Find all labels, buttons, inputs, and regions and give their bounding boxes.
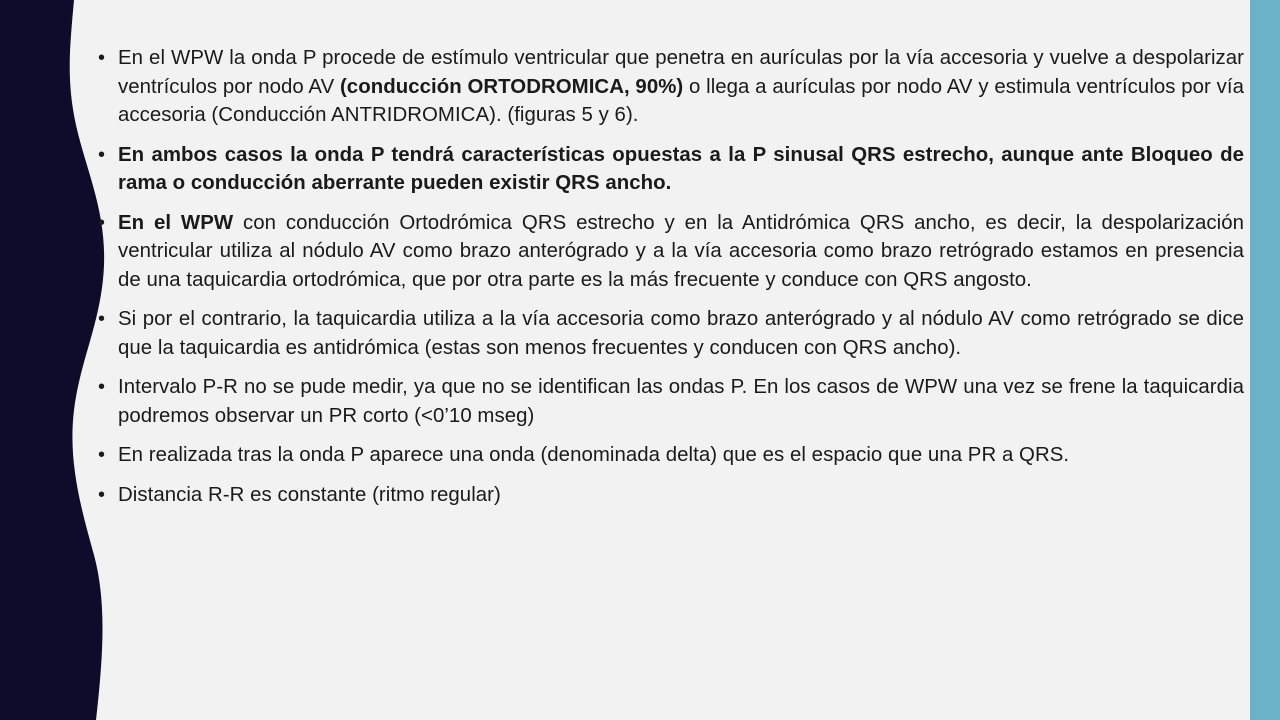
bullet-dot: • [98, 143, 106, 166]
bullet-dot: • [98, 444, 106, 466]
bullet-dot: • [98, 211, 106, 234]
bullet-item [96, 481, 1244, 510]
bullet-dot: • [98, 308, 106, 330]
bullet-text: con conducción Ortodrómica QRS estrecho y en la Antidrómica QRS ancho, es decir, la despolarización ventricular utiliza al nódulo AV como brazo anterógrado y a la vía accesoria como brazo retrógrado estamos en presencia de una taquicardia ortodrómica, que por otra parte es la más frecuente y conduce con QRS angosto. [118, 211, 1244, 291]
bullet-dot: • [98, 47, 106, 69]
bullet-item [96, 44, 1244, 130]
bullet-text: Distancia R-R es constante (ritmo regular) [118, 483, 501, 506]
left-wave-shape [0, 0, 104, 720]
bullet-item [96, 441, 1244, 470]
bullet-item [96, 141, 1244, 198]
bullet-bold-text: (conducción ORTODROMICA, 90%) [339, 75, 684, 98]
slide-content [96, 44, 1244, 520]
bullet-text: Si por el contrario, la taquicardia utiliza a la vía accesoria como brazo anterógrado y al nódulo AV como retrógrado se dice que la taquicardia es antidrómica (estas son menos frecuentes y conducen con QRS ancho). [118, 308, 1244, 359]
bullet-text: o llega a aurículas por nodo AV y estimula ventrículos por vía accesoria (Conducción ANTRIDROMICA). (figuras 5 y 6). [118, 75, 1244, 126]
bullet-bold-text: En el WPW [118, 211, 234, 234]
right-accent-bar [1250, 0, 1280, 720]
bullet-list [96, 44, 1244, 509]
bullet-item [96, 209, 1244, 295]
bullet-text: En realizada tras la onda P aparece una onda (denominada delta) que es el espacio que una PR a QRS. [118, 444, 1070, 466]
bullet-dot: • [98, 376, 106, 398]
bullet-text: Intervalo P-R no se pude medir, ya que no se identifican las ondas P. En los casos de WPW una vez se frene la taquicardia podremos observar un PR corto (<0’10 mseg) [118, 376, 1244, 427]
bullet-item [96, 373, 1244, 430]
bullet-bold-text: En ambos casos la onda P tendrá características opuestas a la P sinusal QRS estrecho, aunque ante Bloqueo de rama o conducción aberrante pueden existir QRS ancho. [118, 143, 1244, 194]
bullet-dot: • [98, 483, 106, 506]
bullet-text: En el WPW la onda P procede de estímulo ventricular que penetra en aurículas por la vía accesoria y vuelve a despolarizar ventrículos por nodo AV [118, 47, 1244, 98]
bullet-item [96, 305, 1244, 362]
